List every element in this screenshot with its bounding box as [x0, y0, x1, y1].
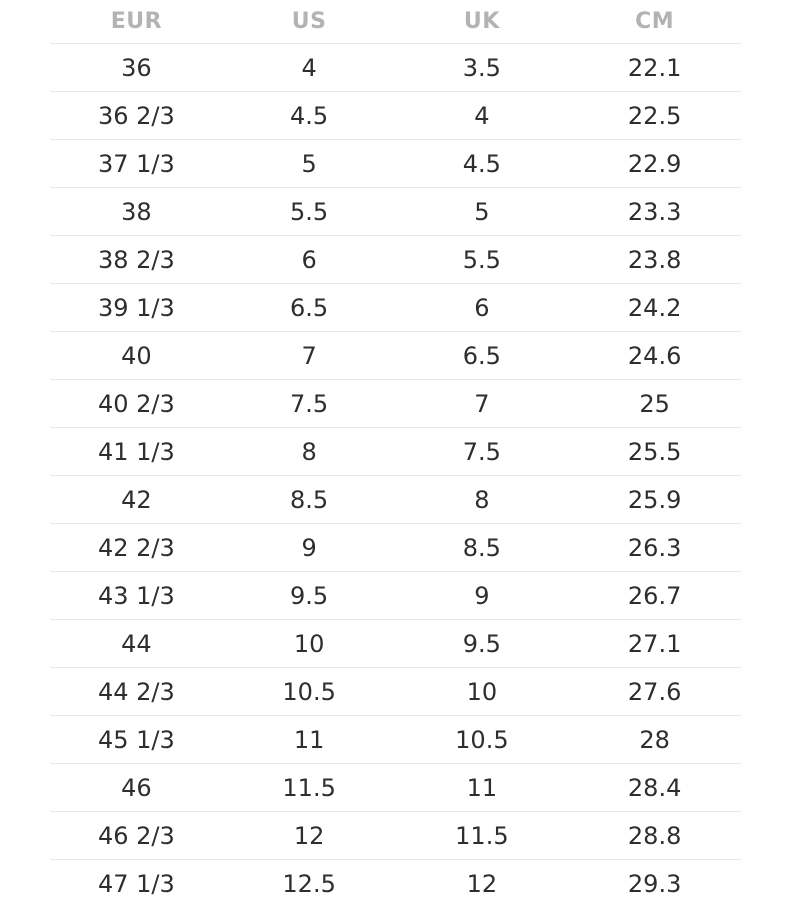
cell-cm: 25: [568, 380, 741, 428]
cell-uk: 4.5: [396, 140, 569, 188]
cell-uk: 11.5: [396, 812, 569, 860]
cell-us: 4.5: [223, 92, 396, 140]
table-row: [50, 92, 741, 140]
cell-us: 10.5: [223, 668, 396, 716]
cell-eur: 38: [50, 188, 223, 236]
cell-us: 11.5: [223, 764, 396, 812]
cell-eur: 45 1/3: [50, 716, 223, 764]
table-row: [50, 428, 741, 476]
cell-cm: 25.9: [568, 476, 741, 524]
cell-cm: 28: [568, 716, 741, 764]
cell-uk: 7.5: [396, 428, 569, 476]
cell-cm: 26.3: [568, 524, 741, 572]
table-row: [50, 236, 741, 284]
cell-eur: 36 2/3: [50, 92, 223, 140]
header-us: US: [223, 0, 396, 44]
header-cm: CM: [568, 0, 741, 44]
cell-cm: 22.1: [568, 44, 741, 92]
cell-eur: 44 2/3: [50, 668, 223, 716]
table-row: [50, 332, 741, 380]
cell-uk: 9: [396, 572, 569, 620]
cell-eur: 42: [50, 476, 223, 524]
cell-us: 4: [223, 44, 396, 92]
table-row: [50, 188, 741, 236]
cell-uk: 10.5: [396, 716, 569, 764]
table-row: [50, 860, 741, 907]
cell-uk: 11: [396, 764, 569, 812]
cell-cm: 28.8: [568, 812, 741, 860]
cell-eur: 44: [50, 620, 223, 668]
table-row: [50, 524, 741, 572]
cell-us: 12.5: [223, 860, 396, 907]
cell-uk: 8: [396, 476, 569, 524]
cell-cm: 26.7: [568, 572, 741, 620]
cell-cm: 29.3: [568, 860, 741, 907]
cell-us: 12: [223, 812, 396, 860]
cell-us: 8.5: [223, 476, 396, 524]
cell-eur: 42 2/3: [50, 524, 223, 572]
cell-uk: 4: [396, 92, 569, 140]
cell-us: 8: [223, 428, 396, 476]
cell-cm: 22.9: [568, 140, 741, 188]
cell-eur: 46: [50, 764, 223, 812]
cell-eur: 38 2/3: [50, 236, 223, 284]
size-chart-table: [50, 0, 741, 907]
cell-us: 9.5: [223, 572, 396, 620]
cell-cm: 23.8: [568, 236, 741, 284]
cell-us: 7: [223, 332, 396, 380]
cell-us: 5.5: [223, 188, 396, 236]
cell-cm: 25.5: [568, 428, 741, 476]
table-row: [50, 572, 741, 620]
cell-eur: 39 1/3: [50, 284, 223, 332]
table-row: [50, 668, 741, 716]
cell-cm: 27.6: [568, 668, 741, 716]
cell-eur: 46 2/3: [50, 812, 223, 860]
table-row: [50, 716, 741, 764]
table-row: [50, 380, 741, 428]
table-row: [50, 764, 741, 812]
cell-uk: 6: [396, 284, 569, 332]
cell-uk: 12: [396, 860, 569, 907]
cell-uk: 6.5: [396, 332, 569, 380]
cell-cm: 23.3: [568, 188, 741, 236]
cell-eur: 37 1/3: [50, 140, 223, 188]
header-row: [50, 0, 741, 44]
size-rows: [50, 44, 741, 907]
cell-eur: 47 1/3: [50, 860, 223, 907]
table-row: [50, 812, 741, 860]
cell-cm: 22.5: [568, 92, 741, 140]
cell-us: 9: [223, 524, 396, 572]
cell-uk: 5.5: [396, 236, 569, 284]
cell-us: 11: [223, 716, 396, 764]
cell-uk: 3.5: [396, 44, 569, 92]
table-row: [50, 476, 741, 524]
cell-eur: 36: [50, 44, 223, 92]
cell-cm: 27.1: [568, 620, 741, 668]
cell-eur: 43 1/3: [50, 572, 223, 620]
header-uk: UK: [396, 0, 569, 44]
cell-eur: 40: [50, 332, 223, 380]
table-row: [50, 620, 741, 668]
cell-us: 6: [223, 236, 396, 284]
cell-uk: 9.5: [396, 620, 569, 668]
table-row: [50, 44, 741, 92]
cell-uk: 5: [396, 188, 569, 236]
cell-eur: 40 2/3: [50, 380, 223, 428]
cell-us: 10: [223, 620, 396, 668]
cell-eur: 41 1/3: [50, 428, 223, 476]
cell-us: 5: [223, 140, 396, 188]
cell-us: 7.5: [223, 380, 396, 428]
table-row: [50, 284, 741, 332]
cell-uk: 8.5: [396, 524, 569, 572]
cell-uk: 10: [396, 668, 569, 716]
header-eur: EUR: [50, 0, 223, 44]
cell-us: 6.5: [223, 284, 396, 332]
cell-cm: 24.6: [568, 332, 741, 380]
cell-cm: 28.4: [568, 764, 741, 812]
cell-cm: 24.2: [568, 284, 741, 332]
cell-uk: 7: [396, 380, 569, 428]
table-row: [50, 140, 741, 188]
